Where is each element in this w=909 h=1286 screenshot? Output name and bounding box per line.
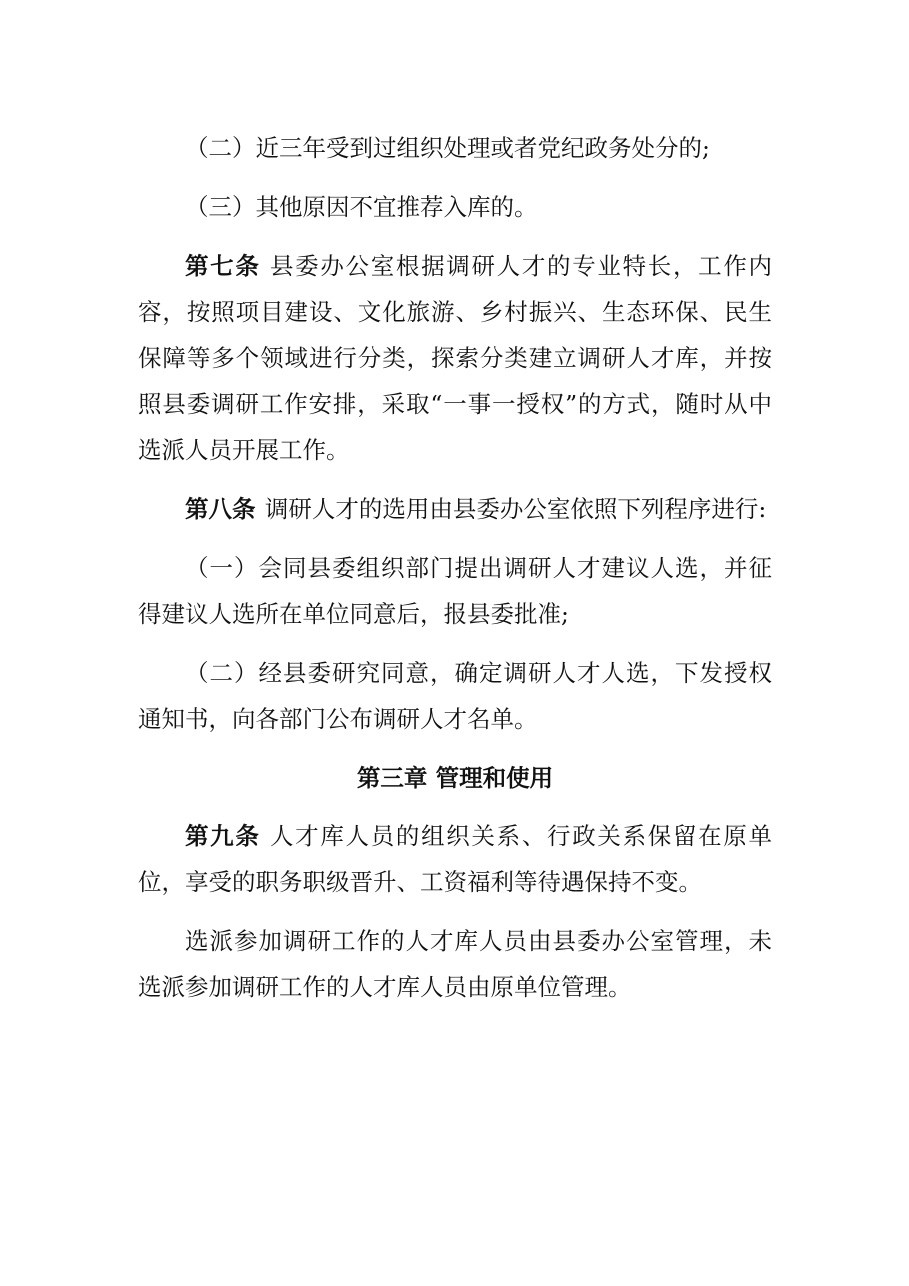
procedure-item-1 xyxy=(138,545,772,637)
article-9 xyxy=(138,813,772,905)
article-7 xyxy=(138,243,772,473)
clause-item-3 xyxy=(138,184,772,230)
article-text: 调研人才的选用由县委办公室依照下列程序进行: xyxy=(264,495,767,523)
chapter-heading: 第三章 管理和使用 xyxy=(356,764,554,792)
paragraph-text: 选派参加调研工作的人才库人员由县委办公室管理，未选派参加调研工作的人才库人员由原单位管理。 xyxy=(138,927,772,1001)
management-paragraph xyxy=(138,918,772,1010)
article-8 xyxy=(138,486,772,532)
article-number: 第七条 xyxy=(185,252,261,280)
article-text: 人才库人员的组织关系、行政关系保留在原单位，享受的职务职级晋升、工资福利等待遇保持不变。 xyxy=(138,822,773,896)
paragraph-text: （二）近三年受到过组织处理或者党纪政务处分的; xyxy=(185,134,710,162)
procedure-item-2 xyxy=(138,650,772,742)
paragraph-text: （三）其他原因不宜推荐入库的。 xyxy=(185,193,538,221)
article-text: 县委办公室根据调研人才的专业特长，工作内容，按照项目建设、文化旅游、乡村振兴、生态环保、民生保障等多个领域进行分类，探索分类建立调研人才库，并按照县委调研工作安排，采取“一事一授权”的方式，随时从中选派人员开展工作。 xyxy=(138,252,773,464)
paragraph-text: （一）会同县委组织部门提出调研人才建议人选，并征得建议人选所在单位同意后，报县委批准; xyxy=(138,554,772,628)
article-number: 第九条 xyxy=(185,822,261,850)
article-number: 第八条 xyxy=(185,495,256,523)
paragraph-text: （二）经县委研究同意，确定调研人才人选，下发授权通知书，向各部门公布调研人才名单。 xyxy=(138,659,772,733)
clause-item-2 xyxy=(138,125,772,171)
document-body xyxy=(138,125,772,1023)
